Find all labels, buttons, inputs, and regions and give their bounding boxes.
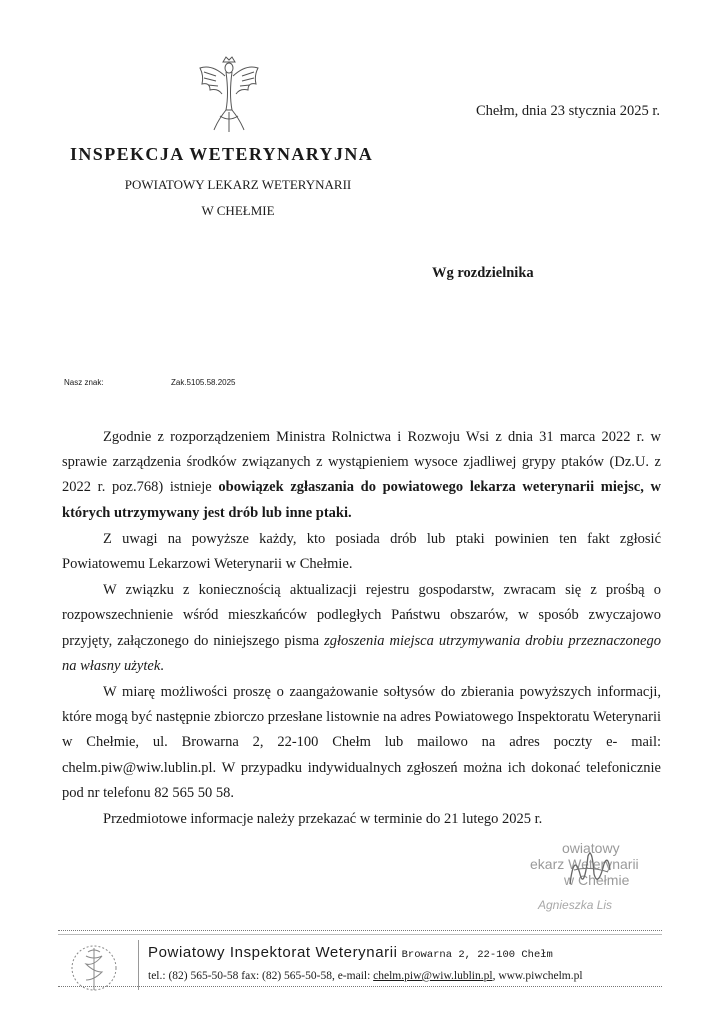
- emphasis-form-title: zgłoszenia miejsca utrzymywania drobiu przeznaczonego na własny użytek: [62, 632, 661, 674]
- emphasis-obligation: obowiązek zgłaszania do powiatowego lekarza weterynarii miejsc, w których utrzymywany jest drób lub inne ptaki.: [62, 479, 661, 521]
- stamp-line-2: ekarz Weterynarii: [530, 856, 639, 872]
- reference-number: Zak.5105.58.2025: [171, 378, 236, 387]
- footer-organization: [148, 944, 553, 962]
- signatory-name: Agnieszka Lis: [538, 898, 613, 912]
- footer-website[interactable]: www.piwchelm.pl: [498, 970, 583, 982]
- signature-stamp: [520, 836, 670, 916]
- institution-subtitle-line2: W CHEŁMIE: [201, 203, 275, 218]
- footer-contact: tel.: (82) 565-50-58 fax: (82) 565-50-58, e-mail: chelm.piw@wiw.lublin.pl, www.piwchelm.pl: [148, 970, 583, 982]
- footer-vertical-divider: [138, 940, 139, 990]
- institution-name: INSPEKCJA WETERYNARYJNA: [70, 144, 374, 164]
- stamp-line-3: w Chełmie: [564, 872, 630, 888]
- paragraph-1: Zgodnie z rozporządzeniem Ministra Rolnictwa i Rozwoju Wsi z dnia 31 marca 2022 r. w sprawie zarządzenia środków związanych z wystąpieniem wysoce zjadliwej grypy ptaków (Dz.U. z 2022 r. poz.768) istnieje obowiązek zgłaszania do powiatowego lekarza weterynarii miejsc, w których utrzymywany jest drób lub inne ptaki.: [62, 429, 661, 521]
- paragraph-5: Przedmiotowe informacje należy przekazać w terminie do 21 lutego 2025 r.: [103, 811, 543, 828]
- letter-date: Chełm, dnia 23 stycznia 2025 r.: [475, 103, 660, 119]
- footer-org-name: Powiatowy Inspektorat Weterynarii: [148, 944, 398, 961]
- handwritten-signature-icon: [564, 844, 614, 894]
- footer-email-link[interactable]: chelm.piw@wiw.lublin.pl: [373, 970, 493, 982]
- footer-divider-bottom: [58, 986, 662, 987]
- recipient: Wg rozdzielnika: [432, 265, 534, 281]
- eagle-emblem-icon: [196, 54, 262, 138]
- paragraph-2: Z uwagi na powyższe każdy, kto posiada drób lub ptaki powinien ten fakt zgłosić Powiatowemu Lekarzowi Weterynarii w Chełmie.: [62, 530, 661, 573]
- reference-label: Nasz znak:: [64, 378, 104, 387]
- footer-divider-top: [58, 930, 662, 931]
- stamp-line-1: owiatowy: [562, 840, 620, 856]
- footer-org-address: Browarna 2, 22-100 Chełm: [401, 949, 553, 961]
- paragraph-3: W związku z koniecznością aktualizacji rejestru gospodarstw, zwracam się z prośbą o rozpowszechnienie wśród mieszkańców podległych Państwu obszarów, w sposób zwyczajowo przyjęty, załączonego do niniejszego pisma zgłoszenia miejsca utrzymywania drobiu przeznaczonego na własny użytek.: [62, 582, 661, 674]
- paragraph-4: W miarę możliwości proszę o zaangażowanie sołtysów do zbierania powyższych informacji, które mogą być następnie zbiorczo przesłane listownie na adres Powiatowego Inspektoratu Weterynarii w Chełmie, ul. Browarna 2, 22-100 Chełm lub mailowo na adres poczty e- mail: chelm.piw@wiw.lublin.pl. W przypadku indywidualnych zgłoszeń można ich dokonać telefonicznie pod nr telefonu 82 565 50 58.: [62, 684, 661, 801]
- footer-phone-fax: tel.: (82) 565-50-58 fax: (82) 565-50-58, e-mail:: [148, 970, 374, 982]
- institution-subtitle-line1: POWIATOWY LEKARZ WETERYNARII: [124, 177, 352, 192]
- footer-divider-top-solid: [58, 934, 662, 935]
- letter-body: [62, 425, 661, 833]
